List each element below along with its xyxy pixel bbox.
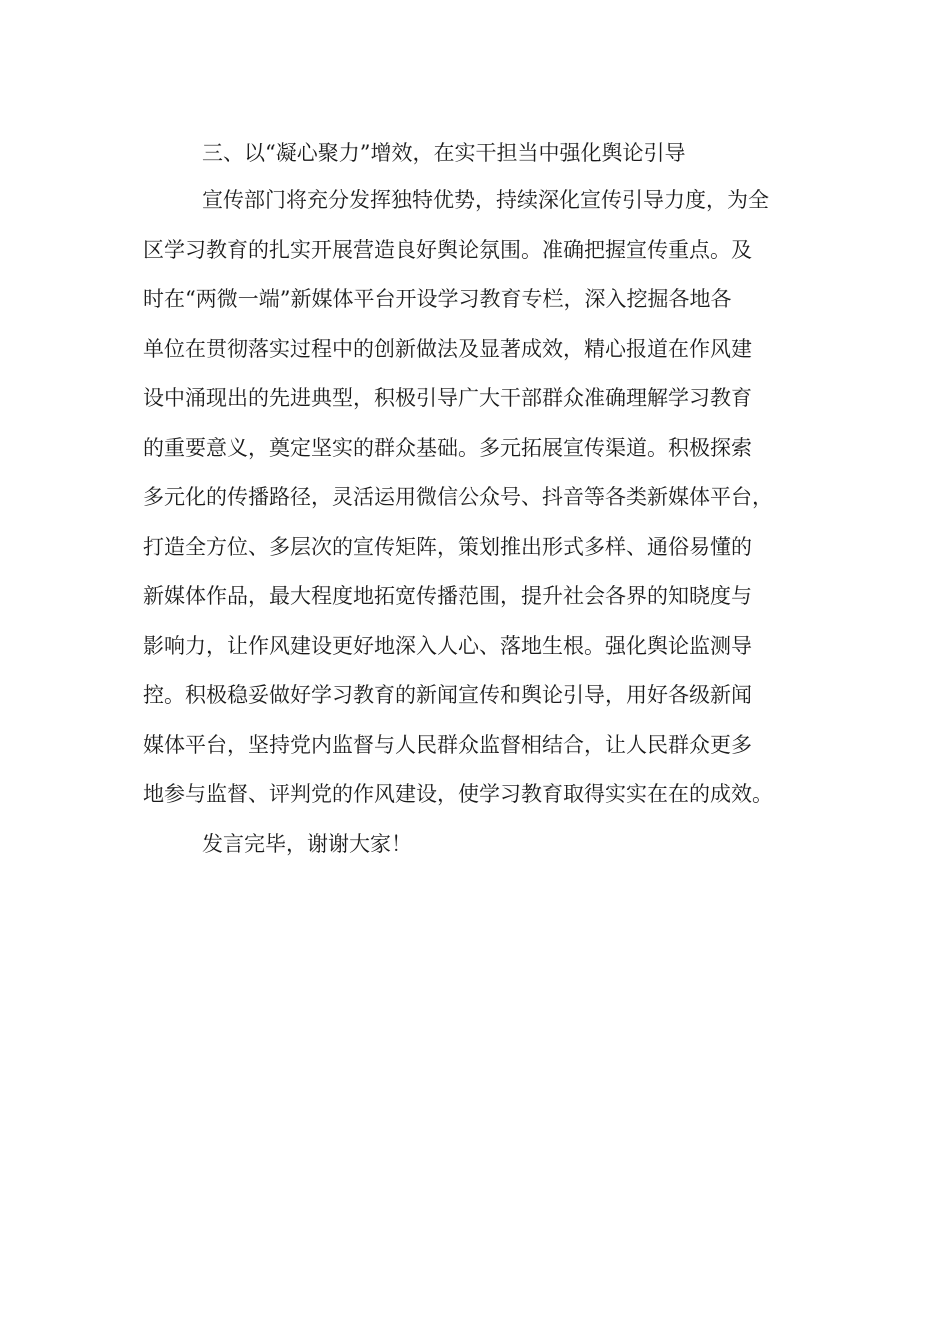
- paragraph-line: 新媒体作品，最大程度地拓宽传播范围，提升社会各界的知晓度与: [143, 584, 752, 608]
- paragraph-line: 的重要意义，奠定坚实的群众基础。多元拓展宣传渠道。积极探索: [143, 435, 752, 460]
- document-body: [143, 130, 813, 869]
- paragraph-line: 打造全方位、多层次的宣传矩阵，策划推出形式多样、通俗易懂的: [143, 534, 752, 559]
- paragraph-line: 媒体平台，坚持党内监督与人民群众监督相结合，让人民群众更多: [143, 732, 752, 757]
- paragraph-line: 单位在贯彻落实过程中的创新做法及显著成效，精心报道在作风建: [143, 336, 752, 361]
- paragraph-line: 地参与监督、评判党的作风建设，使学习教育取得实实在在的成效。: [143, 782, 773, 806]
- paragraph-line: 设中涌现出的先进典型，积极引导广大干部群众准确理解学习教育: [143, 386, 752, 410]
- body-paragraph: [143, 176, 813, 820]
- paragraph-line: 区学习教育的扎实开展营造良好舆论氛围。准确把握宣传重点。及: [143, 237, 752, 262]
- paragraph-line: 时在“两微一端”新媒体平台开设学习教育专栏，深入挖掘各地各: [143, 287, 732, 311]
- section-heading: 三、以“凝心聚力”增效，在实干担当中强化舆论引导: [202, 141, 686, 165]
- paragraph-line: 影响力，让作风建设更好地深入人心、落地生根。强化舆论监测导: [143, 633, 752, 658]
- paragraph-line: 宣传部门将充分发挥独特优势，持续深化宣传引导力度，为全: [202, 188, 769, 212]
- paragraph-line: 多元化的传播路径，灵活运用微信公众号、抖音等各类新媒体平台，: [143, 485, 773, 509]
- closing-remark: 发言完毕，谢谢大家！: [202, 831, 412, 856]
- paragraph-line: 控。积极稳妥做好学习教育的新闻宣传和舆论引导，用好各级新闻: [143, 683, 752, 707]
